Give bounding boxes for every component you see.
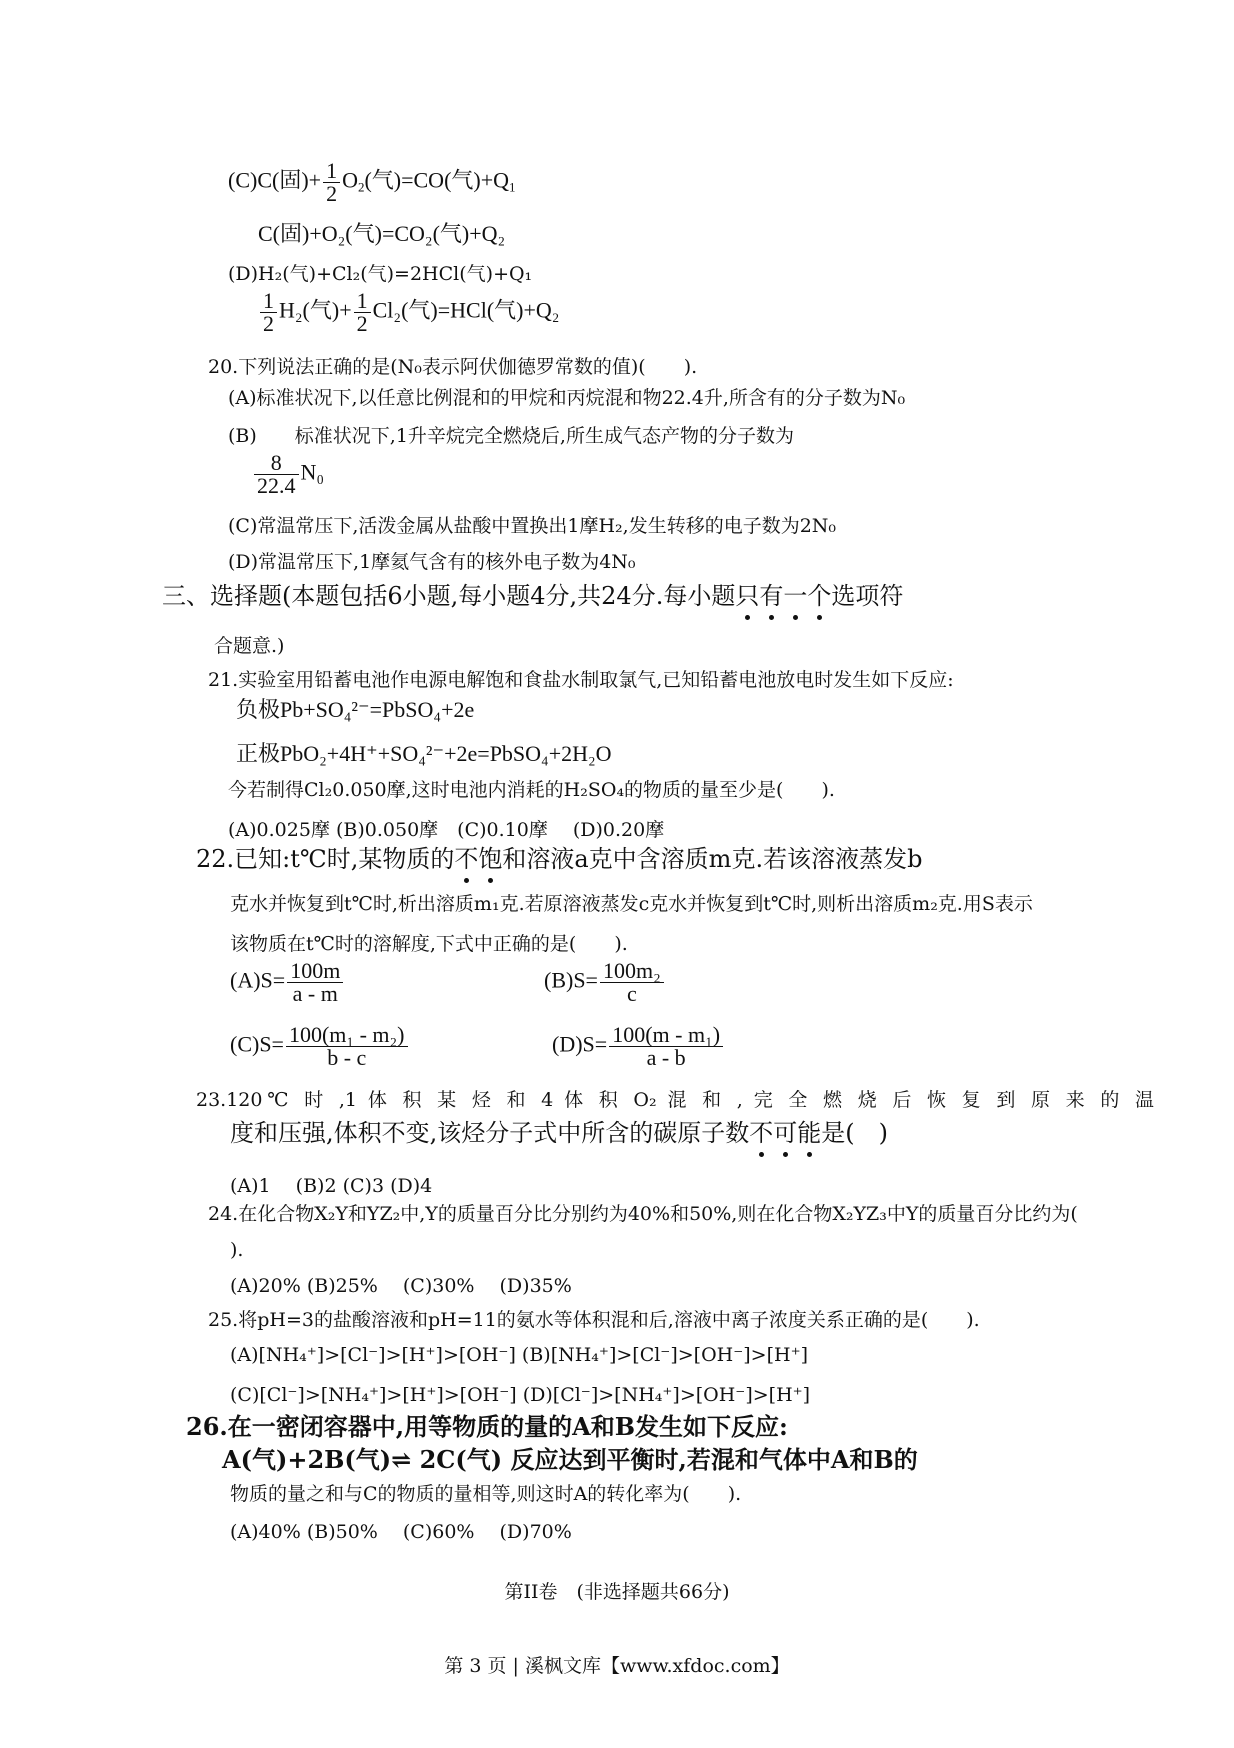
q23-line2-b: 是( ) — [821, 1119, 888, 1147]
q20-option-b-formula — [252, 452, 324, 497]
frac-den: a - m — [287, 982, 343, 1005]
q19-option-d-eq2 — [258, 290, 559, 335]
half-fraction — [354, 290, 371, 335]
q19-c-eq1-c: (气)=CO(气)+Q — [364, 167, 510, 193]
q21-positive-electrode: 正极PbO₂+4H⁺+SO₄²⁻+2e=PbSO₄+2H₂O — [236, 741, 612, 766]
q19-c-label: (C) — [228, 167, 258, 193]
frac-num: 1 — [356, 288, 368, 313]
q22-a-label: (A)S= — [230, 967, 286, 993]
emph-char: 只 — [735, 582, 760, 610]
q20-option-a: (A)标准状况下,以任意比例混和的甲烷和丙烷混和物22.4升,所含有的分子数为N₀ — [228, 387, 906, 409]
frac-num: 100m₂ — [602, 958, 661, 983]
q19-option-c-eq1: (C)C(固)+ $\frac{1}{2}$ $O_2$(气)=CO(气)$+Q_1$ — [228, 158, 516, 206]
emph-char: 有 — [759, 582, 784, 610]
q22-line1-b: 和溶液a克中含溶质m克.若该溶液蒸发b — [502, 845, 923, 873]
q21-stem: 21.实验室用铅蓄电池作电源电解饱和食盐水制取氯气,已知铅蓄电池放电时发生如下反应: — [208, 669, 954, 691]
q21-options: (A)0.025摩 (B)0.050摩 (C)0.10摩 (D)0.20摩 — [228, 819, 665, 841]
q19-c-eq1-b: O — [342, 167, 358, 193]
frac-den: 22.4 — [254, 474, 299, 497]
emph-char: 不 — [749, 1119, 774, 1147]
frac-tail: N₀ — [300, 459, 325, 485]
frac-num: 1 — [263, 288, 274, 313]
q22-option-d — [552, 1024, 725, 1069]
part2-title: 第II卷 (非选择题共66分) — [504, 1581, 730, 1603]
frac-num: 8 — [270, 450, 282, 475]
q22-b-label: (B)S= — [544, 967, 598, 993]
q22-option-c — [230, 1024, 410, 1069]
section3-title-cont: 合题意.) — [214, 635, 285, 657]
q26-options: (A)40% (B)50% (C)60% (D)70% — [230, 1521, 572, 1543]
q22-line2: 克水并恢复到t℃时,析出溶质m₁克.若原溶液蒸发c克水并恢复到t℃时,则析出溶质m₂克.用S表示 — [230, 893, 1033, 915]
q19-d-eq2-a: H₂(气)+ — [279, 297, 352, 323]
q22-c-label: (C)S= — [230, 1031, 284, 1057]
q23-line1: 23.120℃ 时 ,1 体 积 某 烃 和 4 体 积 O₂ 混 和 , 完 全 燃 烧 后 恢 复 到 原 来 的 温 — [196, 1089, 1154, 1111]
q21-negative-electrode: 负极Pb+SO₄²⁻=PbSO₄+2e — [236, 697, 475, 722]
fraction — [600, 960, 664, 1005]
q24-stem-end: ). — [230, 1239, 244, 1261]
emph-char: 能 — [797, 1119, 822, 1147]
emph-char: 饱 — [478, 845, 503, 873]
q26-line3: 物质的量之和与C的物质的量相等,则这时A的转化率为( ). — [230, 1483, 742, 1505]
frac-num: 100(m₁ - m₂) — [288, 1022, 405, 1047]
q22-option-b — [544, 960, 666, 1005]
q22-line1 — [196, 844, 922, 874]
q19-option-d-eq1: (D)H₂(气)+Cl₂(气)=2HCl(气)+Q₁ — [228, 263, 533, 285]
frac-den: a - b — [609, 1046, 723, 1069]
frac-den: 2 — [354, 312, 371, 335]
q19-d-eq2-b: Cl₂(气)=HCl(气)+Q₂ — [372, 297, 560, 323]
frac-num: 1 — [326, 158, 338, 183]
q24-options: (A)20% (B)25% (C)30% (D)35% — [230, 1275, 572, 1297]
q23-line2 — [230, 1118, 888, 1148]
q19-option-c-eq2: C(固)+O₂(气)=CO₂(气)+Q₂ — [258, 221, 506, 246]
q26-line2: A(气)+2B(气)⇌ 2C(气) 反应达到平衡时,若混和气体中A和B的 — [222, 1445, 918, 1474]
fraction — [287, 960, 343, 1005]
emph-char: 可 — [773, 1119, 798, 1147]
fraction — [286, 1024, 408, 1069]
fraction — [609, 1024, 723, 1069]
q22-line1-a: 22.已知:t℃时,某物质的 — [196, 845, 455, 873]
section3-title-b: 选项符 — [831, 582, 904, 610]
fraction — [254, 452, 299, 497]
emph-char: 个 — [807, 582, 832, 610]
page-footer: 第 3 页 | 溪枫文库【www.xfdoc.com】 — [444, 1655, 790, 1677]
q22-line3: 该物质在t℃时的溶解度,下式中正确的是( ). — [230, 933, 628, 955]
q20-option-b: (B) 标准状况下,1升辛烷完全燃烧后,所生成气态产物的分子数为 — [228, 425, 794, 447]
q26-line1: 26.在一密闭容器中,用等物质的量的A和B发生如下反应: — [186, 1412, 788, 1441]
section3-title-a: 三、选择题(本题包括6小题,每小题4分,共24分.每小题 — [162, 582, 736, 610]
emph-char: 一 — [783, 582, 808, 610]
q23-line2-a: 度和压强,体积不变,该烃分子式中所含的碳原子数 — [230, 1119, 750, 1147]
frac-den: c — [600, 982, 664, 1005]
q22-option-a — [230, 960, 345, 1005]
half-fraction — [323, 160, 340, 205]
frac-num: 100(m - m₁) — [612, 1022, 721, 1047]
q23-options: (A)1 (B)2 (C)3 (D)4 — [230, 1175, 433, 1197]
frac-den: b - c — [286, 1046, 408, 1069]
frac-den: 2 — [260, 312, 277, 335]
q20-option-d: (D)常温常压下,1摩氦气含有的核外电子数为4N₀ — [228, 551, 636, 573]
emph-char: 不 — [454, 845, 479, 873]
q25-stem: 25.将pH=3的盐酸溶液和pH=11的氨水等体积混和后,溶液中离子浓度关系正确的是( ). — [208, 1309, 980, 1331]
frac-num: 100m — [290, 958, 341, 983]
half-fraction — [260, 290, 277, 335]
q19-c-eq1-a: C(固)+ — [257, 167, 322, 193]
q24-stem: 24.在化合物X₂Y和YZ₂中,Y的质量百分比分别约为40%和50%,则在化合物X₂YZ₃中Y的质量百分比约为( — [208, 1203, 1078, 1225]
section3-title — [162, 581, 903, 611]
q25-options-ab: (A)[NH₄⁺]>[Cl⁻]>[H⁺]>[OH⁻] (B)[NH₄⁺]>[Cl⁻]>[OH⁻]>[H⁺] — [230, 1344, 809, 1366]
frac-den: 2 — [323, 182, 340, 205]
q22-d-label: (D)S= — [552, 1031, 608, 1057]
q20-option-c: (C)常温常压下,活泼金属从盐酸中置换出1摩H₂,发生转移的电子数为2N₀ — [228, 515, 837, 537]
q25-options-cd: (C)[Cl⁻]>[NH₄⁺]>[H⁺]>[OH⁻] (D)[Cl⁻]>[NH₄⁺]>[OH⁻]>[H⁺] — [230, 1384, 811, 1406]
q20-stem: 20.下列说法正确的是(N₀表示阿伏伽德罗常数的值)( ). — [208, 356, 698, 378]
q21-question: 今若制得Cl₂0.050摩,这时电池内消耗的H₂SO₄的物质的量至少是( ). — [228, 779, 835, 801]
